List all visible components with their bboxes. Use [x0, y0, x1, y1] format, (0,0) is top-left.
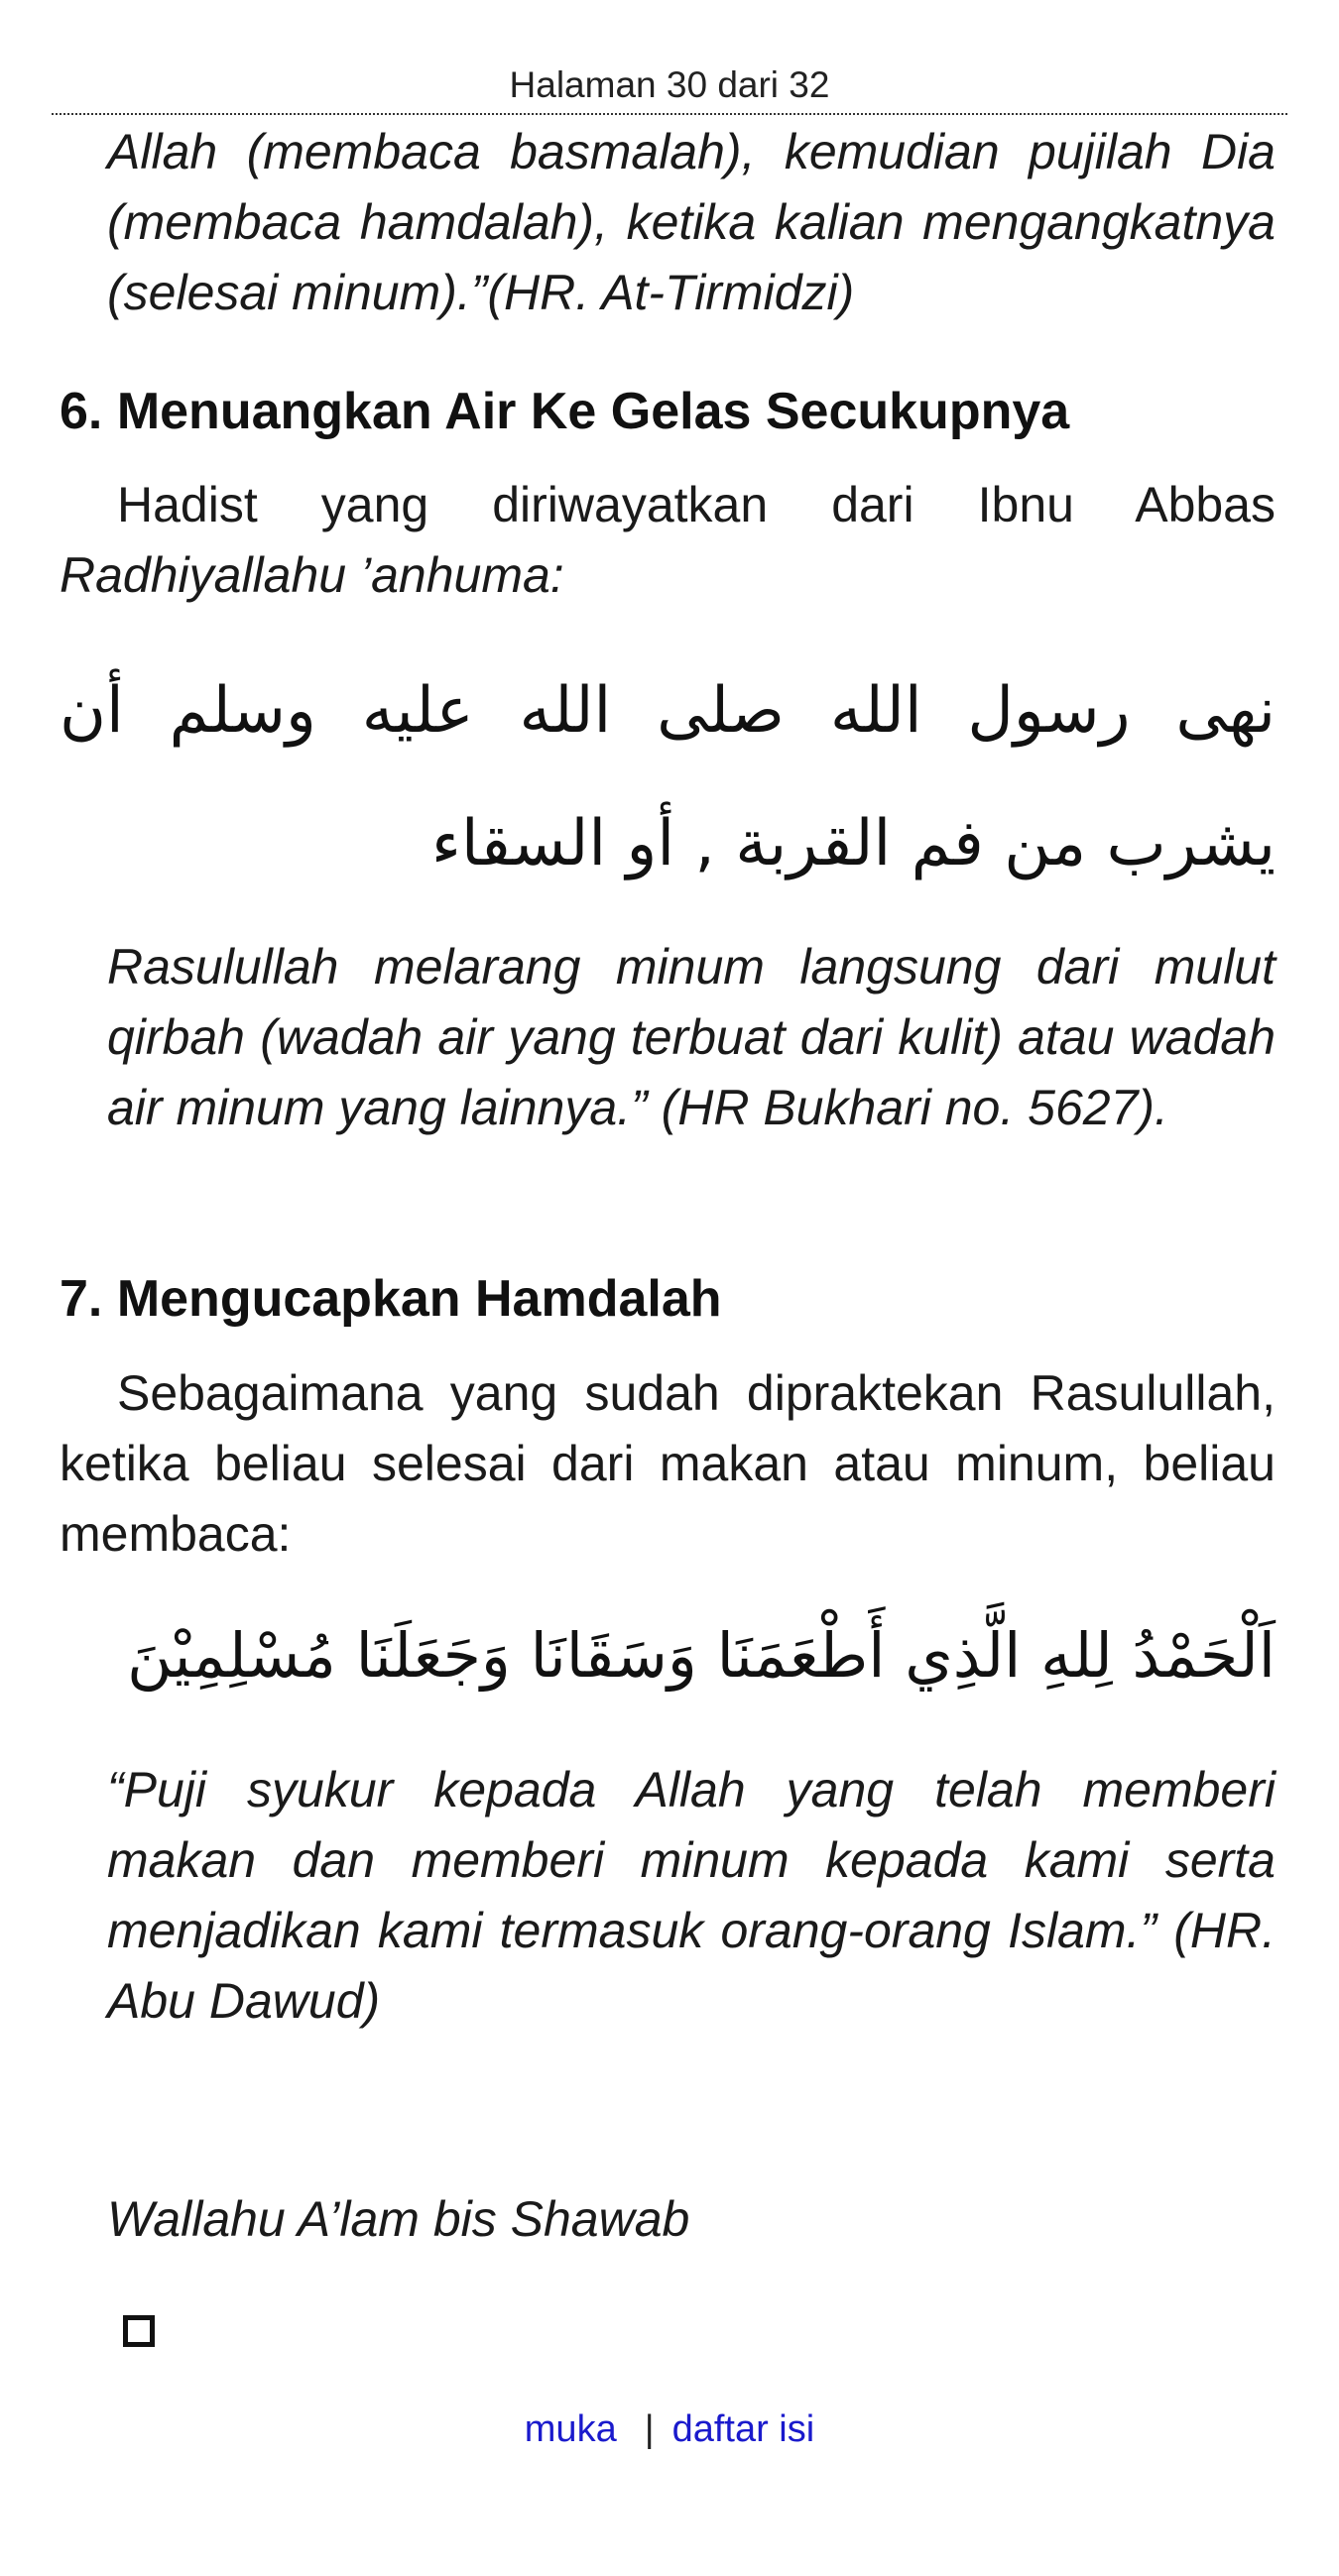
- footer-separator: |: [644, 2408, 655, 2450]
- intro-quote: Allah (membaca basmalah), kemudian pujilah Dia (membaca hamdalah), ketika kalian mengangkatnya (selesai minum).”(HR. At-Tirmidzi): [107, 124, 1276, 320]
- section-7-arabic-dua: اَلْحَمْدُ لِلهِ الَّذِي أَطْعَمَنَا وَسَقَانَا وَجَعَلَنَا مُسْلِمِيْنَ: [127, 1619, 1276, 1692]
- section-6-intro-italic: Radhiyallahu ’anhuma:: [60, 547, 564, 603]
- square-checkbox-icon: [123, 2315, 155, 2347]
- page-number-label: Halaman 30 dari 32: [509, 64, 830, 105]
- closing-phrase: Wallahu A’lam bis Shawab: [107, 2191, 690, 2247]
- section-6-intro: [60, 470, 1276, 611]
- section-6-heading: 6. Menuangkan Air Ke Gelas Secukupnya: [60, 383, 1070, 440]
- section-6-intro-text: Hadist yang diriwayatkan dari Ibnu Abbas: [117, 477, 1276, 532]
- table-of-contents-link[interactable]: daftar isi: [671, 2408, 815, 2450]
- section-7-translation: “Puji syukur kepada Allah yang telah memberi makan dan memberi minum kepada kami serta menjadikan kami termasuk orang-orang Islam.” (HR. Abu Dawud): [107, 1762, 1276, 2029]
- section-6-arabic-hadith: نهى رسول الله صلى الله عليه وسلم أن يشرب من فم القربة , أو السقاء: [60, 674, 1276, 880]
- footer-navigation: [0, 2401, 1339, 2457]
- section-7-heading: 7. Mengucapkan Hamdalah: [60, 1270, 722, 1328]
- section-6-translation: Rasulullah melarang minum langsung dari mulut qirbah (wadah air yang terbuat dari kulit) atau wadah air minum yang lainnya.” (HR Bukhari no. 5627).: [107, 939, 1276, 1135]
- section-7-intro: Sebagaimana yang sudah dipraktekan Rasulullah, ketika beliau selesai dari makan atau minum, beliau membaca:: [60, 1365, 1276, 1562]
- home-link[interactable]: muka: [524, 2408, 617, 2450]
- page-header: [52, 58, 1287, 115]
